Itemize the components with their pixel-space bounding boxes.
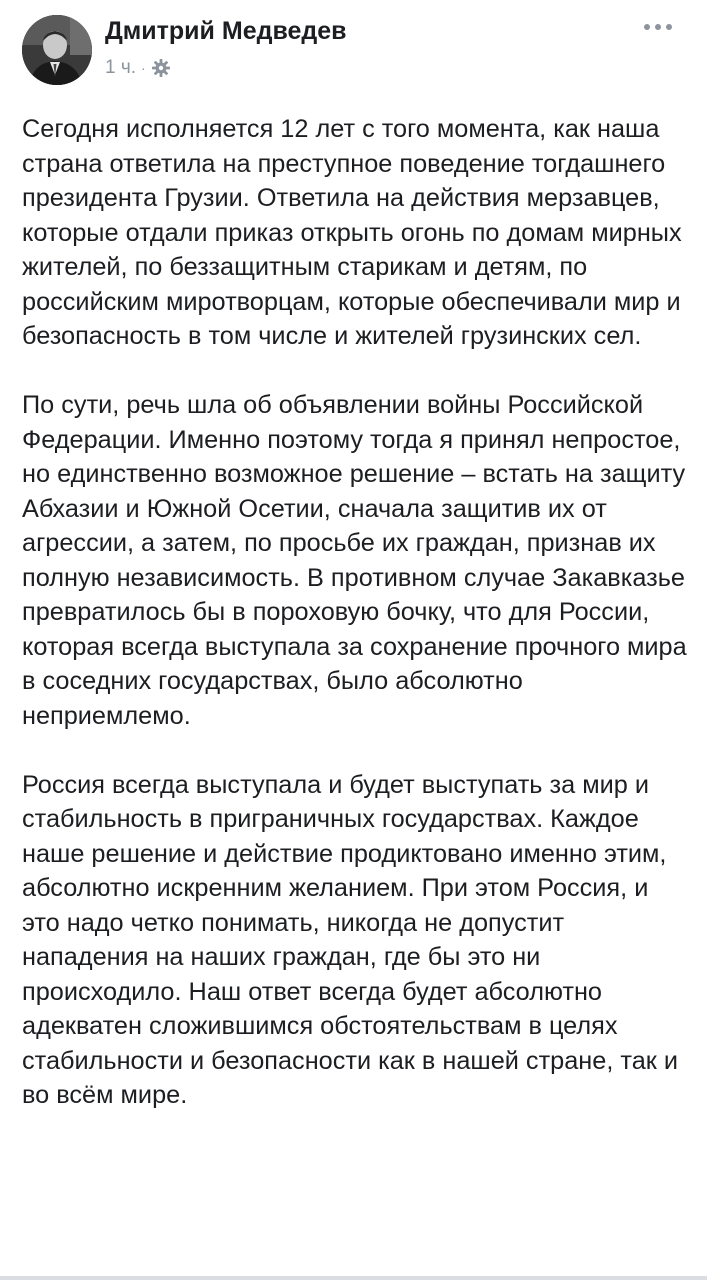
post-paragraph: Сегодня исполняется 12 лет с того момента, как наша страна ответила на преступное поведение тогдашнего президента Грузии. Ответила на действия мерзавцев, которые отдали приказ открыть огонь по домам мирных жителей, по беззащитным старикам и детям, по российским миротворцам, которые обеспечивали мир и безопасность в том числе и жителей грузинских сел. — [22, 115, 682, 350]
post-body — [22, 112, 690, 1147]
more-options-icon[interactable] — [641, 12, 675, 42]
post-time[interactable]: 1 ч. — [105, 57, 137, 78]
author-name[interactable]: Дмитрий Медведев — [105, 17, 347, 45]
gear-icon[interactable] — [151, 58, 171, 78]
meta-separator: · — [141, 60, 146, 76]
post-paragraph: Россия всегда выступала и будет выступать за мир и стабильность в приграничных государствах. Каждое наше решение и действие продиктовано именно этим, абсолютно искренним желанием. При этом Россия, и это надо четко понимать, никогда не допустит нападения на наших граждан, где бы это ни происходило. Наш ответ всегда будет абсолютно адекватен сложившимся обстоятельствам в целях стабильности и безопасности как в нашей стране, так и во всём мире. — [22, 770, 679, 1109]
avatar[interactable] — [22, 15, 92, 85]
divider — [0, 1276, 707, 1280]
post-paragraph: По сути, речь шла об объявлении войны Российской Федерации. Именно поэтому тогда я принял непростое, но единственно возможное решение – встать на защиту Абхазии и Южной Осетии, сначала защитив их от агрессии, а затем, по просьбе их граждан, признав их полную независимость. В противном случае Закавказье превратилось бы в пороховую бочку, что для России, которая всегда выступала за сохранение прочного мира в соседних государствах, было абсолютно неприемлемо. — [22, 391, 687, 730]
avatar-photo — [22, 15, 92, 85]
post-meta — [105, 56, 171, 80]
